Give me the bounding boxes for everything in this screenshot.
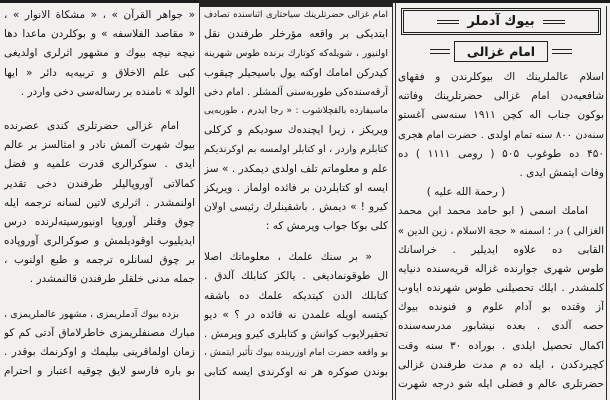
text-line: کتابلرم واردر ، او کتابلر اولمسه بم اوکرندیکم xyxy=(204,144,388,156)
text-line: ایسه او کتابلردن بر فائده اولماز . ویریکز xyxy=(204,181,388,194)
text-line: ۴۵۰ ده طوغوب ۵۰۵ ( رومی ۱۱۱۱ ) ده xyxy=(398,147,604,160)
text-line: حصه آلدی . بعده نیشابور مدرسه‌سنده xyxy=(398,320,604,333)
text-line: شافعیه‌دن امام غزالی حضرتلرینك وفاتنه xyxy=(398,90,604,103)
text-line: زمان اولماقرینی بیلیمك و اوکرنمك بوقدر . xyxy=(4,346,195,358)
text-line: کتابلك الدن کیتدیکه علمك ده باشقه xyxy=(204,289,388,302)
text-line: آرقه‌سنده‌کی طوربه‌سنی آلمشلر . امام دخی xyxy=(204,86,388,98)
text-line: ایتدیکی بر واقعه مؤرخلر طرفندن نقل xyxy=(204,28,388,41)
blessing-line: ( رحمة الله علیه ) xyxy=(426,186,506,199)
text-line: بزده بیوك آدملریمزی ، مشهور عالملریمزی ، xyxy=(4,308,179,320)
text-line: بو باره فارسو لایق چوقیه اعتبار و احترام xyxy=(4,365,195,378)
text-line: جمله مدنی خلقلر طرفندن قالنمشدر . xyxy=(29,273,195,286)
article-title-frame xyxy=(398,39,604,63)
text-line: ال طوقونمادیغی . یالکز کتابلك آلدق . xyxy=(204,270,388,283)
text-line: ایدی . سوکرالری قدرت علمیه و فضل xyxy=(4,158,195,171)
column-rule xyxy=(395,0,396,400)
text-line: « بر سنك علمك ، معلوماتك اصلا xyxy=(204,251,372,264)
text-line: « مقاصد الفلاسفه » و بوکلردن ماعدا دها xyxy=(4,28,195,41)
text-line: علم و معلوماتم تلف اولدی دیمکدر . » سز xyxy=(204,162,388,175)
text-line: کیتسه اویله علمدن نه فائده در ؟ » دیو xyxy=(204,308,388,321)
text-line: مبارك مصنفلریمزی خاطرلاماق آدتی کم کو xyxy=(4,326,195,339)
text-line: کلمشدر . ایلك تحصیلنی طوس شهرنده ایاوب xyxy=(398,282,604,295)
text-line: اولنمشدر . اثرلری لاتین لسانه ترجمه ایله xyxy=(4,196,195,209)
column-middle xyxy=(204,0,388,400)
text-line: کبی علم الاخلاق و تربیه‌یه دائر « ایها xyxy=(4,66,195,79)
section-header-box xyxy=(401,8,601,35)
ornament xyxy=(552,49,572,54)
section-header: بیوك آدملر xyxy=(467,14,535,29)
text-line: بوندن صوکره هر نه اوکرندی ایسه کتابی xyxy=(204,366,388,379)
text-line: اکمال تحصیل ایلدی . بوراده ۳۰ سنه وقت xyxy=(398,339,604,352)
text-line: ماسیفارده بالقچلاشوب : « رجا ایدرم ، طوربه‌یی xyxy=(204,105,388,116)
article-body xyxy=(398,68,604,394)
paragraph-gap xyxy=(204,236,388,248)
ornament xyxy=(437,20,459,24)
column-right xyxy=(398,0,604,400)
text-line: اولنیور ، شویله‌که کوتارك برنده طوس شهرینه xyxy=(204,48,388,60)
text-line: نیچه نیچه بیوك و مشهور اثرلری اولدیغی xyxy=(4,47,195,60)
text-line: کمالاتی آوروپالیلر طرفندن دخی تقدیر xyxy=(4,177,195,190)
text-line: « جواهر القرآن » ، « مشکاة الانوار » ، xyxy=(4,9,195,21)
text-line: بو واقعه حضرت امام اوزرینده بیوك تأثیر ایتمش ، xyxy=(204,348,388,359)
text-line: بوکون جناب اله کچن ۱۹۱۱ سنه‌سی آغستو xyxy=(398,109,604,122)
ornament xyxy=(430,49,450,54)
text-line: کیدرکن امامك اوکنه یول باسیجیلر چیقوب xyxy=(204,66,388,79)
article-title: امام غزالی xyxy=(454,41,548,62)
text-line: ویریکز ، زیرا ایچنده‌ك سودیکم و کرکلی xyxy=(204,124,388,137)
text-line: کیرو ! » دیمش . باشقینلرك رئیسی اولان xyxy=(204,200,388,213)
text-line: وفات ایتمش ایدی . xyxy=(519,166,604,179)
paragraph-gap xyxy=(4,102,195,117)
column-rule xyxy=(392,0,393,400)
text-line: سنه‌دن ۸۰۰ سنه تمام اولدی . حضرت امام هجری xyxy=(398,129,604,141)
ornament xyxy=(543,20,565,24)
text-line: القابی ده علاوه ایدیلیر . خراسانك xyxy=(398,243,604,256)
text-line: آز وقتده بو آدام علوم و فنونده بیوك xyxy=(398,301,604,314)
column-left xyxy=(4,0,195,400)
text-line: بر چوق لسانلره ترجمه و طبع اولنوب ، xyxy=(4,254,195,267)
article-body xyxy=(204,6,388,383)
text-line: الولد » نامنده بر رساله‌سی دخی واردر . xyxy=(20,85,195,98)
text-line: اسلام عالملرینك اك بیوكلرندن و فقهای xyxy=(398,71,604,83)
text-line: بیوك شهرت آلمش نادر و امثالسز بر عالم xyxy=(4,139,195,152)
text-line: امامك اسمی ( ابو حامد محمد ابن محمد xyxy=(398,205,588,218)
text-line: الغزالی ) در ؛ اسمنه « حجة الاسلام ، زین الدین » xyxy=(398,225,604,237)
text-line: تحقیرلایوب کوانش و کتابلری کیرو ویرمش . xyxy=(204,329,388,340)
paragraph-gap xyxy=(4,290,195,305)
text-line: طوس شهری جوارنده غزاله قریه‌سنده دنیایه xyxy=(398,262,604,275)
text-line: حضرتلری عالم و فضلی ایله شو درجه شهرت xyxy=(398,378,604,390)
text-line: چوق وقتلر آوروپا اونیورسیته‌لرنده درس xyxy=(4,215,195,228)
article-body xyxy=(4,6,195,381)
text-line: امام غزالی حضرتلرینك سیاحتاری اثناسنده تصادف xyxy=(204,10,388,20)
column-rule xyxy=(606,6,607,400)
text-line: کچیردکدن ، ایله ده م مدت طرفندن غزالی xyxy=(398,358,604,371)
text-line: کلی بوکا جواب ویرمش که : xyxy=(265,220,388,233)
column-rule xyxy=(199,0,200,400)
text-line: امام غزالی حضرتلری کندی عصرنده xyxy=(4,119,179,132)
text-line: ایدیلیوب اوقودیلمش و صوکرالری آوروپاده xyxy=(4,235,195,248)
